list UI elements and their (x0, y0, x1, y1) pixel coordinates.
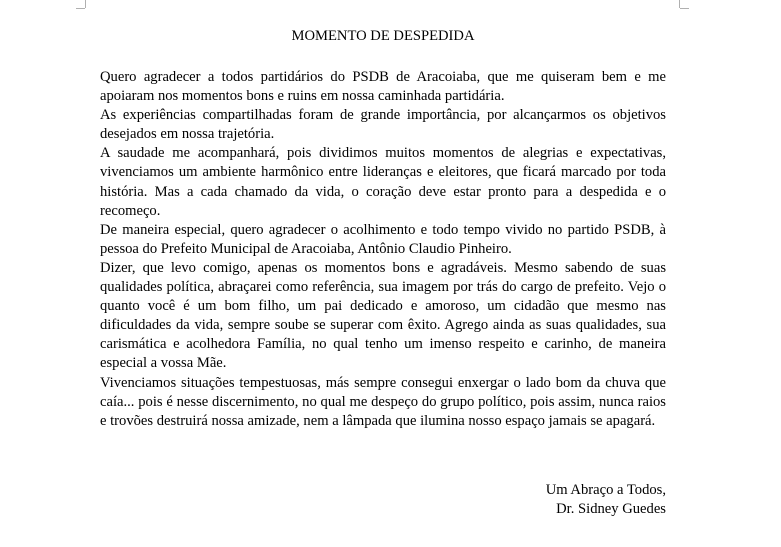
crop-mark-top-left-vertical (85, 0, 86, 8)
closing-line: Um Abraço a Todos, (545, 482, 666, 498)
crop-mark-top-left-horizontal (76, 8, 85, 9)
document-title: MOMENTO DE DESPEDIDA (291, 28, 475, 44)
paragraph-4: De maneira especial, quero agradecer o acolhimento e todo tempo vivido no partido PSDB, à pessoa do Prefeito Municipal de Aracoiaba, Antônio Claudio Pinheiro. (100, 221, 666, 257)
signature-block (546, 481, 666, 519)
paragraph-2: As experiências compartilhadas foram de grande importância, por alcançarmos os objetivos desejados em nossa trajetória. (100, 107, 666, 143)
document-body (100, 68, 666, 431)
crop-mark-top-right-horizontal (680, 8, 689, 9)
paragraph-3: A saudade me acompanhará, pois dividimos muitos momentos de alegrias e expectativas, vivenciamos um ambiente harmônico entre lideranças e eleitores, que ficará marcado por toda história. Mas a cada chamado da vida, o coração deve estar pronto para a despedida e o recomeço. (100, 145, 666, 219)
paragraph-5: Dizer, que levo comigo, apenas os momentos bons e agradáveis. Mesmo sabendo de suas qualidades política, abraçarei como referência, sua imagem por trás do cargo de prefeito. Vejo o quanto você é um bom filho, um pai dedicado e amoroso, um cidadão que mesmo nas dificuldades da vida, sempre soube se superar com êxito. Agrego ainda as suas qualidades, sua carismática e acolhedora Família, no qual tenho um imenso respeito e carinho, de maneira especial a vossa Mãe. (100, 259, 666, 372)
paragraph-1: Quero agradecer a todos partidários do PSDB de Aracoiaba, que me quiseram bem e me apoiaram nos momentos bons e ruins em nossa caminhada partidária. (100, 69, 666, 105)
crop-mark-top-right-vertical (679, 0, 680, 8)
paragraph-6: Vivenciamos situações tempestuosas, más sempre consegui enxergar o lado bom da chuva que caía... pois é nesse discernimento, no qual me despeço do grupo político, pois assim, nunca raios e trovões destruirá nossa amizade, nem a lâmpada que ilumina nosso espaço jamais se apagará. (100, 374, 666, 429)
signature-name: Dr. Sidney Guedes (556, 501, 666, 518)
